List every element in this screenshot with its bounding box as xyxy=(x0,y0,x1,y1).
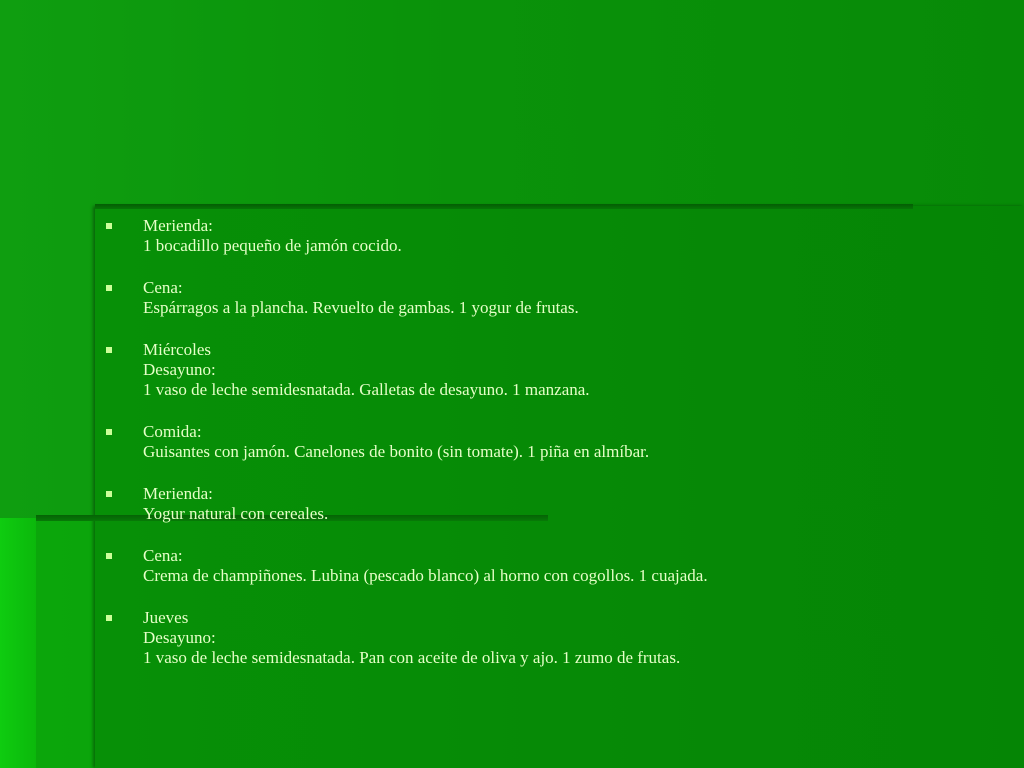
background-left-strip xyxy=(0,518,36,768)
item-line: Crema de champiñones. Lubina (pescado blanco) al horno con cogollos. 1 cuajada. xyxy=(143,566,708,585)
item-line: Desayuno: xyxy=(143,628,216,647)
square-bullet-icon xyxy=(106,285,112,291)
item-line: 1 vaso de leche semidesnatada. Galletas de desayuno. 1 manzana. xyxy=(143,380,590,399)
square-bullet-icon xyxy=(106,615,112,621)
item-line: 1 vaso de leche semidesnatada. Pan con aceite de oliva y ajo. 1 zumo de frutas. xyxy=(143,648,681,667)
list-item xyxy=(104,278,984,318)
item-line: Merienda: xyxy=(143,216,213,235)
square-bullet-icon xyxy=(106,491,112,497)
item-line: Comida: xyxy=(143,422,202,441)
list-item xyxy=(104,340,984,400)
item-line: Merienda: xyxy=(143,484,213,503)
square-bullet-icon xyxy=(106,429,112,435)
list-item xyxy=(104,546,984,586)
list-item xyxy=(104,484,984,524)
square-bullet-icon xyxy=(106,223,112,229)
menu-bullet-list xyxy=(104,216,984,690)
background-top-divider xyxy=(95,204,913,209)
list-item xyxy=(104,216,984,256)
item-line: Miércoles xyxy=(143,340,211,359)
square-bullet-icon xyxy=(106,347,112,353)
list-item xyxy=(104,422,984,462)
item-line: Cena: xyxy=(143,278,183,297)
item-line: Desayuno: xyxy=(143,360,216,379)
item-line: Guisantes con jamón. Canelones de bonito (sin tomate). 1 piña en almíbar. xyxy=(143,442,650,461)
item-line: Cena: xyxy=(143,546,183,565)
item-line: Yogur natural con cereales. xyxy=(143,504,329,523)
item-line: 1 bocadillo pequeño de jamón cocido. xyxy=(143,236,402,255)
list-item xyxy=(104,608,984,668)
item-line: Espárragos a la plancha. Revuelto de gambas. 1 yogur de frutas. xyxy=(143,298,579,317)
item-line: Jueves xyxy=(143,608,189,627)
square-bullet-icon xyxy=(106,553,112,559)
